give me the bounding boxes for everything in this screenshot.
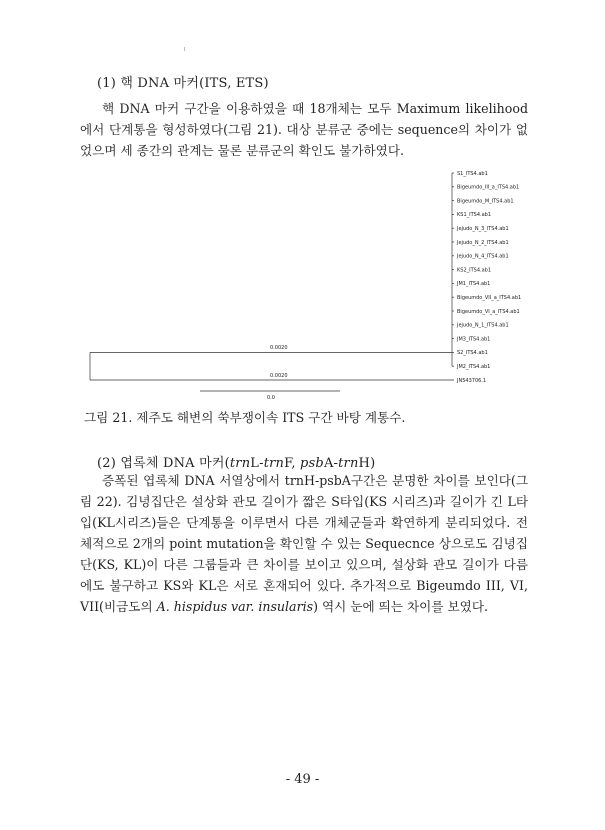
section2-text — [80, 470, 528, 617]
section2-text-end: ) 역시 눈에 띄는 차이를 보였다. — [313, 599, 489, 614]
tip-label: Jejudo_N_4_ITS4.ab1 — [457, 253, 509, 260]
tip-label: S1_ITS4.ab1 — [457, 170, 488, 177]
section2-paragraph — [80, 470, 528, 617]
tip-label: JM1_ITS4.ab1 — [457, 281, 491, 288]
heading-trn-2: trn — [263, 456, 285, 471]
tree-tip-labels — [456, 171, 521, 384]
section1-heading: (1) 핵 DNA 마커(ITS, ETS) — [97, 76, 269, 91]
heading-psb: psb — [300, 456, 324, 471]
tip-label: KS1_ITS4.ab1 — [457, 212, 492, 219]
species-name: A. hispidus var. insularis — [156, 599, 314, 614]
tip-label: Bigeumdo_VII_a_ITS4.ab1 — [457, 295, 522, 301]
tip-label: Jejudo_N_1_ITS4.ab1 — [457, 322, 509, 329]
tip-label: JN543706.1 — [457, 377, 487, 384]
section2-text-main: 증폭된 엽록체 DNA 서열상에서 trnH-psbA구간은 분명한 차이를 보인다(그림 22). 김녕집단은 설상화 관모 길이가 짧은 S타입(KS 시리즈)과 길이가 긴 L타입(KL시리즈)들은 단계통을 이루면서 다른 개체군들과 확연하게 분리되었다. 전체적으로 2개의 point mutation을 확인할 수 있는 Sequecnce 상으로도 김녕집단(KS, KL)이 다른 그룹들과 큰 차이를 보이고 있으며, 설상화 관모 길이가 다름에도 불구하고 KS와 KL은 서로 혼재되어 있다. 추가적으로 Bigeumdo III, VI, VII(비금도의 — [80, 473, 528, 614]
heading-A: A- — [323, 456, 339, 471]
heading-prefix: (2) 엽록체 DNA 마커( — [97, 456, 230, 471]
heading-L: L- — [250, 456, 264, 471]
tip-label: Bigeumdo_M_ITS4.ab1 — [457, 198, 514, 205]
tip-label: JM2_ITS4.ab1 — [457, 364, 491, 370]
heading-trn-3: trn — [338, 456, 359, 471]
heading-F: F, — [284, 456, 301, 471]
section1-paragraph — [80, 98, 528, 161]
tip-label: Bigeumdo_III_a_ITS4.ab1 — [457, 184, 520, 191]
tip-label: JM3_ITS4.ab1 — [457, 336, 491, 343]
branch-length-label-lower: 0.0020 — [270, 373, 288, 379]
section1-text: 핵 DNA 마커 구간을 이용하였을 때 18개체는 모두 Maximum likelihood 에서 단계통을 형성하였다(그림 21). 대상 분류군 중에는 sequence의 차이가 없었으며 세 종간의 관계는 물론 분류군의 확인도 불가하였다. — [80, 101, 528, 158]
tip-label: Jejudo_N_3_ITS4.ab1 — [457, 226, 509, 232]
branch-length-label-upper: 0.0020 — [270, 345, 288, 351]
figure-caption: 그림 21. 제주도 해변의 쑥부쟁이속 ITS 구간 바탕 계통수. — [84, 410, 406, 425]
scale-bar-label: 0.0 — [267, 395, 275, 400]
tip-label: KS2_ITS4.ab1 — [457, 267, 492, 274]
section2-heading — [97, 452, 375, 471]
tip-label: Bigeumdo_VI_a_ITS4.ab1 — [457, 308, 520, 315]
phylogenetic-tree — [70, 165, 540, 400]
tip-label: Jejudo_N_2_ITS4.ab1 — [457, 239, 509, 246]
page-number: - 49 - — [285, 772, 320, 787]
top-divider — [184, 47, 185, 51]
tip-label: S2_ITS4.ab1 — [457, 350, 488, 357]
heading-trn-1: trn — [229, 456, 251, 471]
heading-H: H) — [358, 456, 376, 471]
